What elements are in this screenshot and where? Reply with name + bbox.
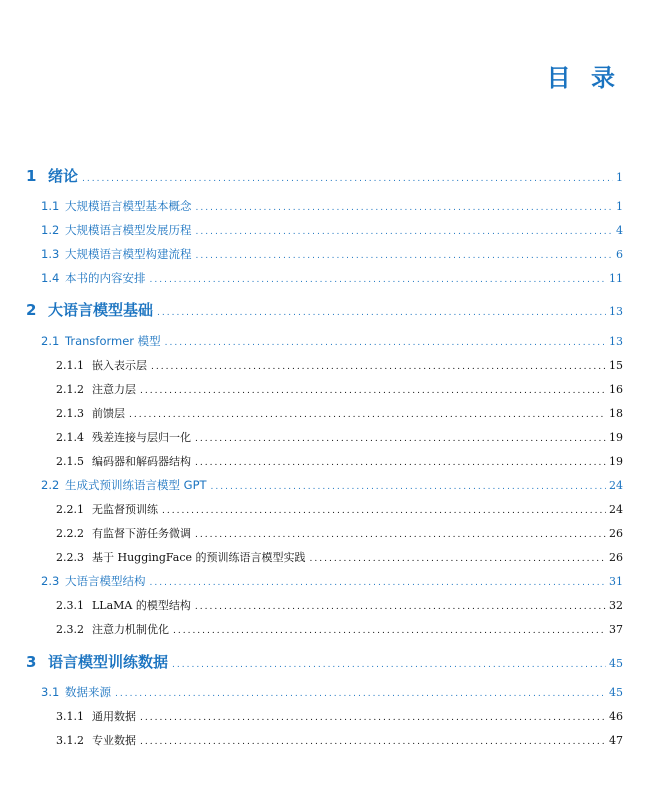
page-title: 目 录 — [546, 64, 621, 92]
toc-entry-number: 2.1.1 — [56, 359, 84, 372]
toc-entry-level-3[interactable] — [56, 621, 623, 637]
toc-entry-page-number: 19 — [609, 431, 623, 444]
toc-entry-page-number: 31 — [609, 575, 623, 588]
toc-entry-number: 1.2 — [41, 223, 60, 237]
toc-entry-number: 2.3 — [41, 574, 60, 588]
toc-entry-page-number: 13 — [609, 335, 623, 348]
toc-entry-page-number: 26 — [609, 551, 623, 564]
toc-entry-page-number: 46 — [609, 710, 623, 723]
toc-entry-title: 绪论 — [48, 167, 79, 185]
toc-entry-number: 2.3.1 — [56, 599, 84, 612]
toc-entry-number: 1.1 — [41, 199, 60, 213]
toc-entry-level-3[interactable] — [56, 525, 623, 541]
toc-entry-level-3[interactable] — [56, 405, 623, 421]
toc-entry-title: 专业数据 — [92, 734, 136, 747]
toc-entry-number: 2.1.5 — [56, 455, 84, 468]
toc-entry-title: 数据来源 — [65, 685, 111, 699]
toc-entry-number: 2 — [26, 301, 37, 319]
toc-entry-title: 编码器和解码器结构 — [92, 455, 191, 468]
toc-entry-title: 有监督下游任务微调 — [92, 527, 191, 540]
toc-entry-page-number: 47 — [609, 734, 623, 747]
toc-entry-number: 2.2.1 — [56, 503, 84, 516]
toc-entry-page-number: 19 — [609, 455, 623, 468]
toc-entry-number: 2.2.3 — [56, 551, 84, 564]
dot-leader — [196, 251, 614, 261]
dot-leader — [150, 578, 607, 588]
toc-entry-page-number: 37 — [609, 623, 623, 636]
toc-entry-level-3[interactable] — [56, 381, 623, 397]
toc-entry-level-2[interactable] — [41, 246, 623, 262]
toc-entry-title: 生成式预训练语言模型 GPT — [65, 478, 207, 492]
toc-entry-level-3[interactable] — [56, 453, 623, 469]
toc-entry-level-2[interactable] — [41, 684, 623, 700]
toc-entry-title: 大语言模型基础 — [48, 301, 154, 319]
dot-leader — [196, 203, 614, 213]
toc-entry-level-1[interactable] — [26, 299, 623, 320]
dot-leader — [310, 554, 606, 564]
dot-leader — [173, 626, 606, 636]
toc-entry-page-number: 45 — [609, 657, 623, 670]
toc-entry-number: 2.1 — [41, 334, 60, 348]
dot-leader — [195, 530, 606, 540]
toc-entry-level-2[interactable] — [41, 477, 623, 493]
toc-entry-number: 3 — [26, 653, 37, 671]
toc-entry-title: 注意力机制优化 — [92, 623, 169, 636]
dot-leader — [150, 275, 607, 285]
dot-leader — [151, 362, 606, 372]
dot-leader — [140, 737, 606, 747]
dot-leader — [162, 506, 606, 516]
toc-entry-page-number: 4 — [616, 224, 623, 237]
dot-leader — [195, 434, 606, 444]
dot-leader — [172, 660, 606, 670]
dot-leader — [129, 410, 606, 420]
toc-entry-number: 3.1.2 — [56, 734, 84, 747]
toc-entry-page-number: 11 — [609, 272, 623, 285]
toc-entry-number: 3.1.1 — [56, 710, 84, 723]
toc-entry-number: 1.3 — [41, 247, 60, 261]
toc-entry-title: Transformer 模型 — [65, 334, 161, 348]
dot-leader — [115, 689, 606, 699]
toc-entry-title: 基于 HuggingFace 的预训练语言模型实践 — [92, 551, 306, 564]
toc-entry-page-number: 32 — [609, 599, 623, 612]
toc-entry-title: 无监督预训练 — [92, 503, 158, 516]
toc-entry-level-3[interactable] — [56, 357, 623, 373]
toc-entry-level-2[interactable] — [41, 270, 623, 286]
toc-entry-title: 本书的内容安排 — [65, 271, 146, 285]
toc-entry-number: 2.2 — [41, 478, 60, 492]
toc-entry-title: 大规模语言模型构建流程 — [65, 247, 192, 261]
toc-entry-level-1[interactable] — [26, 651, 623, 672]
dot-leader — [140, 713, 606, 723]
toc-entry-number: 2.1.4 — [56, 431, 84, 444]
toc-entry-title: 注意力层 — [92, 383, 136, 396]
dot-leader — [140, 386, 606, 396]
toc-entry-level-2[interactable] — [41, 333, 623, 349]
toc-entry-level-3[interactable] — [56, 549, 623, 565]
toc-entry-level-3[interactable] — [56, 732, 623, 748]
toc-entry-number: 2.2.2 — [56, 527, 84, 540]
toc-entry-page-number: 18 — [609, 407, 623, 420]
toc-entry-level-3[interactable] — [56, 708, 623, 724]
toc-entry-level-3[interactable] — [56, 597, 623, 613]
toc-entry-page-number: 15 — [609, 359, 623, 372]
toc-entry-level-3[interactable] — [56, 429, 623, 445]
toc-entry-level-1[interactable] — [26, 165, 623, 186]
toc-entry-page-number: 24 — [609, 479, 623, 492]
toc-entry-title: 残差连接与层归一化 — [92, 431, 191, 444]
toc-entry-level-2[interactable] — [41, 573, 623, 589]
toc-entry-page-number: 1 — [616, 200, 623, 213]
toc-entry-page-number: 13 — [609, 305, 623, 318]
toc-entry-level-3[interactable] — [56, 501, 623, 517]
toc-entry-title: 前馈层 — [92, 407, 125, 420]
toc-entry-page-number: 6 — [616, 248, 623, 261]
dot-leader — [195, 458, 606, 468]
toc-entry-number: 2.3.2 — [56, 623, 84, 636]
toc-entry-page-number: 24 — [609, 503, 623, 516]
dot-leader — [196, 227, 614, 237]
toc-entry-number: 1.4 — [41, 271, 60, 285]
dot-leader — [157, 308, 606, 318]
dot-leader — [165, 338, 606, 348]
toc-entry-title: 大规模语言模型发展历程 — [65, 223, 192, 237]
toc-entry-title: 语言模型训练数据 — [48, 653, 169, 671]
toc-entry-title: 通用数据 — [92, 710, 136, 723]
toc-entry-page-number: 26 — [609, 527, 623, 540]
toc-entry-title: LLaMA 的模型结构 — [92, 599, 191, 612]
toc-entry-number: 1 — [26, 167, 37, 185]
toc-entry-level-2[interactable] — [41, 222, 623, 238]
toc-entry-number: 2.1.3 — [56, 407, 84, 420]
dot-leader — [211, 482, 606, 492]
toc-entry-page-number: 1 — [616, 171, 623, 184]
toc-entry-title: 大规模语言模型基本概念 — [65, 199, 192, 213]
toc-entry-page-number: 45 — [609, 686, 623, 699]
toc-entry-title: 嵌入表示层 — [92, 359, 147, 372]
toc-entry-number: 2.1.2 — [56, 383, 84, 396]
toc-entry-title: 大语言模型结构 — [65, 574, 146, 588]
dot-leader — [82, 174, 613, 184]
dot-leader — [195, 602, 606, 612]
toc-entry-number: 3.1 — [41, 685, 60, 699]
toc-entry-level-2[interactable] — [41, 198, 623, 214]
toc-entry-page-number: 16 — [609, 383, 623, 396]
